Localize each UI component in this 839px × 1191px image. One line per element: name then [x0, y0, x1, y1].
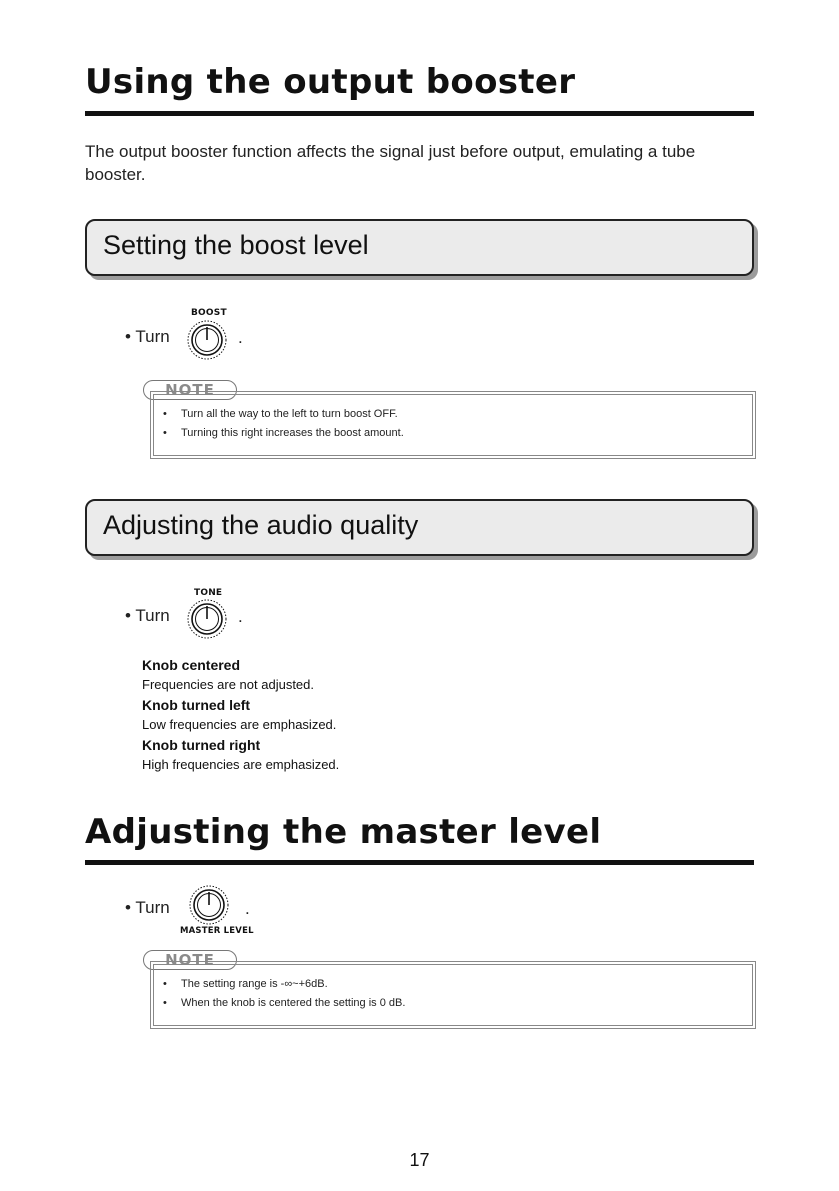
list-item: • Turning this right increases the boost amount.	[163, 424, 404, 443]
note-top-line	[237, 961, 754, 962]
note-top-line	[237, 391, 754, 392]
knob-label-master-level: MASTER LEVEL	[180, 926, 254, 936]
page-title: Using the output booster	[85, 62, 576, 102]
section-title: Adjusting the master level	[85, 812, 602, 852]
page-number: 17	[409, 1150, 430, 1170]
definition-desc: High frequencies are emphasized.	[142, 757, 340, 772]
knob-label-tone: TONE	[194, 588, 223, 598]
knob-label-boost: BOOST	[191, 308, 227, 318]
definition-desc: Frequencies are not adjusted.	[142, 677, 314, 692]
turn-instruction: • Turn	[125, 327, 170, 346]
subsection-title: Setting the boost level	[103, 230, 369, 260]
period: .	[238, 328, 243, 347]
definition-term: Knob turned right	[142, 737, 261, 753]
note-list	[163, 975, 405, 1013]
subsection-boost-level	[85, 219, 754, 276]
list-item: • The setting range is -∞~+6dB.	[163, 975, 405, 994]
boost-knob-icon	[183, 318, 231, 360]
turn-instruction: • Turn	[125, 898, 170, 917]
turn-instruction: • Turn	[125, 606, 170, 625]
period: .	[245, 899, 250, 918]
definition-term: Knob centered	[142, 657, 241, 673]
definition-desc: Low frequencies are emphasized.	[142, 717, 337, 732]
subsection-title: Adjusting the audio quality	[103, 510, 419, 540]
tone-knob-icon	[183, 597, 231, 639]
intro-paragraph: The output booster function affects the signal just before output, emulating a tube booster.	[85, 142, 696, 184]
list-item: • Turn all the way to the left to turn boost OFF.	[163, 405, 404, 424]
note-tag: NOTE	[143, 950, 237, 970]
list-item: • When the knob is centered the setting is 0 dB.	[163, 994, 405, 1013]
subsection-audio-quality	[85, 499, 754, 556]
period: .	[238, 607, 243, 626]
master-level-knob-icon	[187, 884, 235, 926]
note-list	[163, 405, 404, 443]
title-rule	[85, 111, 754, 116]
note-tag: NOTE	[143, 380, 237, 400]
section-rule	[85, 860, 754, 865]
definition-term: Knob turned left	[142, 697, 251, 713]
